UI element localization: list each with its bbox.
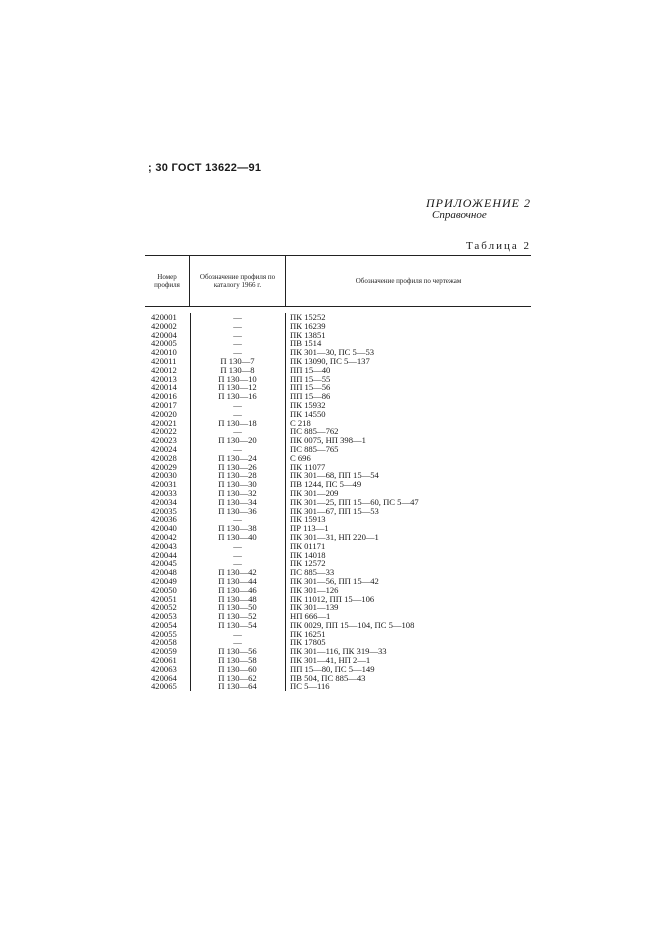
appendix-subtitle: Справочное <box>432 209 487 221</box>
cell-profile-number: 420049 <box>151 575 177 586</box>
table-row <box>145 682 531 691</box>
cell-drawing-designation: ПК 16239 <box>290 320 326 331</box>
cell-drawing-designation: ПВ 1514 <box>290 338 322 349</box>
cell-profile-number: 420016 <box>151 391 177 402</box>
cell-profile-number: 420011 <box>151 355 177 366</box>
cell-profile-number: 420044 <box>151 549 177 560</box>
cell-catalog-designation: — <box>233 426 242 437</box>
table-row <box>145 577 531 586</box>
cell-profile-number: 420053 <box>151 611 177 622</box>
cell-profile-number: 420030 <box>151 470 177 481</box>
cell-catalog-designation: — <box>233 540 242 551</box>
cell-drawing-designation: ПК 16251 <box>290 628 326 639</box>
cell-drawing-designation: ПВ 1244, ПС 5—49 <box>290 479 362 490</box>
cell-drawing-designation: ПК 14018 <box>290 549 326 560</box>
cell-drawing-designation: ПК 301—56, ПП 15—42 <box>290 575 379 586</box>
table-row <box>145 603 531 612</box>
table-label: Таблица 2 <box>465 240 531 252</box>
cell-drawing-designation: ПК 17805 <box>290 637 326 648</box>
table-row <box>145 533 531 542</box>
cell-catalog-designation: — <box>233 329 242 340</box>
cell-drawing-designation: НП 666—1 <box>290 611 331 622</box>
cell-profile-number: 420055 <box>151 628 177 639</box>
cell-drawing-designation: ПП 15—86 <box>290 391 331 402</box>
cell-catalog-designation: — <box>233 558 242 569</box>
cell-catalog-designation: П 130—42 <box>218 567 257 578</box>
cell-catalog-designation: П 130—8 <box>220 364 255 375</box>
cell-profile-number: 420059 <box>151 646 177 657</box>
cell-catalog-designation: П 130—28 <box>218 470 257 481</box>
profile-table <box>145 255 531 691</box>
cell-profile-number: 420063 <box>151 663 177 674</box>
cell-drawing-designation: ПК 14550 <box>290 408 326 419</box>
cell-profile-number: 420020 <box>151 408 177 419</box>
cell-drawing-designation: ПП 15—80, ПС 5—149 <box>290 663 375 674</box>
cell-drawing-designation: ПК 301—31, НП 220—1 <box>290 531 379 542</box>
cell-catalog-designation: П 130—18 <box>218 417 257 428</box>
cell-profile-number: 420033 <box>151 487 177 498</box>
table-row <box>145 436 531 445</box>
cell-drawing-designation: ПВ 504, ПС 885—43 <box>290 672 366 683</box>
table-row <box>145 454 531 463</box>
cell-profile-number: 420061 <box>151 655 177 666</box>
cell-profile-number: 420004 <box>151 329 177 340</box>
cell-drawing-designation: ПК 301—139 <box>290 602 339 613</box>
table-row <box>145 322 531 331</box>
cell-catalog-designation: — <box>233 408 242 419</box>
table-row <box>145 392 531 401</box>
table-row <box>145 515 531 524</box>
cell-profile-number: 420005 <box>151 338 177 349</box>
cell-drawing-designation: С 218 <box>290 417 311 428</box>
table-row <box>145 375 531 384</box>
cell-drawing-designation: ПК 01171 <box>290 540 326 551</box>
cell-catalog-designation: П 130—46 <box>218 584 257 595</box>
cell-catalog-designation: П 130—34 <box>218 496 257 507</box>
cell-drawing-designation: ПП 15—55 <box>290 373 331 384</box>
cell-drawing-designation: ПС 885—765 <box>290 443 339 454</box>
cell-catalog-designation: П 130—62 <box>218 672 257 683</box>
cell-profile-number: 420002 <box>151 320 177 331</box>
cell-drawing-designation: ПП 15—40 <box>290 364 331 375</box>
cell-drawing-designation: ПК 13090, ПС 5—137 <box>290 355 370 366</box>
cell-drawing-designation: ПК 15913 <box>290 514 326 525</box>
cell-catalog-designation: — <box>233 514 242 525</box>
cell-catalog-designation: — <box>233 637 242 648</box>
table-row <box>145 366 531 375</box>
cell-catalog-designation: П 130—50 <box>218 602 257 613</box>
table-row <box>145 595 531 604</box>
cell-profile-number: 420012 <box>151 364 177 375</box>
cell-profile-number: 420051 <box>151 593 177 604</box>
cell-catalog-designation: П 130—48 <box>218 593 257 604</box>
cell-drawing-designation: С 696 <box>290 452 311 463</box>
cell-catalog-designation: — <box>233 338 242 349</box>
cell-profile-number: 420031 <box>151 479 177 490</box>
cell-drawing-designation: ПК 0029, ПП 15—104, ПС 5—108 <box>290 619 415 630</box>
table-row <box>145 445 531 454</box>
cell-catalog-designation: П 130—56 <box>218 646 257 657</box>
cell-profile-number: 420052 <box>151 602 177 613</box>
cell-drawing-designation: ПК 301—25, ПП 15—60, ПС 5—47 <box>290 496 419 507</box>
cell-drawing-designation: ПК 0075, НП 398—1 <box>290 435 366 446</box>
cell-catalog-designation: П 130—12 <box>218 382 257 393</box>
cell-catalog-designation: П 130—64 <box>218 681 257 692</box>
cell-catalog-designation: П 130—38 <box>218 523 257 534</box>
cell-drawing-designation: ПК 301—67, ПП 15—53 <box>290 505 379 516</box>
cell-profile-number: 420034 <box>151 496 177 507</box>
cell-catalog-designation: — <box>233 549 242 560</box>
table-row <box>145 630 531 639</box>
table-row <box>145 331 531 340</box>
cell-profile-number: 420045 <box>151 558 177 569</box>
cell-catalog-designation: П 130—54 <box>218 619 257 630</box>
cell-drawing-designation: ПК 15932 <box>290 399 326 410</box>
cell-catalog-designation: — <box>233 628 242 639</box>
table-row <box>145 313 531 322</box>
table-body <box>145 313 531 691</box>
cell-profile-number: 420017 <box>151 399 177 410</box>
table-row <box>145 674 531 683</box>
cell-profile-number: 420054 <box>151 619 177 630</box>
cell-drawing-designation: ПП 15—56 <box>290 382 331 393</box>
cell-catalog-designation: П 130—26 <box>218 461 257 472</box>
cell-profile-number: 420048 <box>151 567 177 578</box>
cell-profile-number: 420028 <box>151 452 177 463</box>
cell-drawing-designation: ПК 301—116, ПК 319—33 <box>290 646 387 657</box>
cell-drawing-designation: ПС 885—33 <box>290 567 335 578</box>
cell-drawing-designation: ПК 15252 <box>290 312 326 322</box>
cell-drawing-designation: ПК 12572 <box>290 558 326 569</box>
cell-profile-number: 420040 <box>151 523 177 534</box>
cell-catalog-designation: П 130—7 <box>220 355 255 366</box>
cell-profile-number: 420022 <box>151 426 177 437</box>
cell-catalog-designation: П 130—60 <box>218 663 257 674</box>
table-row <box>145 401 531 410</box>
cell-profile-number: 420058 <box>151 637 177 648</box>
cell-catalog-designation: П 130—52 <box>218 611 257 622</box>
cell-profile-number: 420035 <box>151 505 177 516</box>
cell-catalog-designation: П 130—40 <box>218 531 257 542</box>
table-row <box>145 410 531 419</box>
column-header-catalog: Обозначение профиля по каталогу 1966 г. <box>189 256 286 306</box>
table-row <box>145 419 531 428</box>
cell-catalog-designation: — <box>233 399 242 410</box>
cell-drawing-designation: ПК 301—126 <box>290 584 339 595</box>
cell-drawing-designation: ПК 301—41, НП 2—1 <box>290 655 371 666</box>
cell-profile-number: 420024 <box>151 443 177 454</box>
cell-profile-number: 420021 <box>151 417 177 428</box>
table-row <box>145 383 531 392</box>
cell-catalog-designation: П 130—16 <box>218 391 257 402</box>
column-header-number: Номер профиля <box>154 273 180 289</box>
cell-drawing-designation: ПС 5—116 <box>290 681 330 692</box>
table-row <box>145 357 531 366</box>
cell-profile-number: 420050 <box>151 584 177 595</box>
cell-catalog-designation: П 130—44 <box>218 575 257 586</box>
cell-profile-number: 420064 <box>151 672 177 683</box>
cell-drawing-designation: ПК 301—30, ПС 5—53 <box>290 347 375 358</box>
cell-drawing-designation: ПР 113—1 <box>290 523 329 534</box>
cell-drawing-designation: ПК 301—209 <box>290 487 339 498</box>
page-header: ; 30 ГОСТ 13622—91 <box>148 162 262 174</box>
table-row <box>145 507 531 516</box>
cell-drawing-designation: ПС 885—762 <box>290 426 339 437</box>
cell-catalog-designation: — <box>233 312 242 322</box>
table-row <box>145 480 531 489</box>
cell-profile-number: 420029 <box>151 461 177 472</box>
cell-drawing-designation: ПК 11077 <box>290 461 326 472</box>
appendix-title: ПРИЛОЖЕНИЕ 2 <box>426 196 531 210</box>
cell-profile-number: 420014 <box>151 382 177 393</box>
cell-catalog-designation: — <box>233 320 242 331</box>
table-header <box>145 255 531 307</box>
cell-profile-number: 420065 <box>151 681 177 692</box>
cell-catalog-designation: П 130—58 <box>218 655 257 666</box>
cell-profile-number: 420036 <box>151 514 177 525</box>
cell-drawing-designation: ПК 13851 <box>290 329 326 340</box>
table-row <box>145 551 531 560</box>
cell-catalog-designation: П 130—20 <box>218 435 257 446</box>
cell-drawing-designation: ПК 301—68, ПП 15—54 <box>290 470 379 481</box>
cell-profile-number: 420042 <box>151 531 177 542</box>
cell-catalog-designation: П 130—24 <box>218 452 257 463</box>
cell-profile-number: 420010 <box>151 347 177 358</box>
table-row <box>145 542 531 551</box>
cell-catalog-designation: П 130—32 <box>218 487 257 498</box>
table-row <box>145 621 531 630</box>
cell-profile-number: 420023 <box>151 435 177 446</box>
cell-catalog-designation: — <box>233 443 242 454</box>
cell-profile-number: 420013 <box>151 373 177 384</box>
cell-catalog-designation: П 130—30 <box>218 479 257 490</box>
cell-catalog-designation: П 130—36 <box>218 505 257 516</box>
cell-profile-number: 420043 <box>151 540 177 551</box>
column-header-drawings: Обозначение профиля по чертежам <box>355 277 462 285</box>
cell-profile-number: 420001 <box>151 312 177 322</box>
cell-catalog-designation: — <box>233 347 242 358</box>
cell-drawing-designation: ПК 11012, ПП 15—106 <box>290 593 375 604</box>
table-row <box>145 559 531 568</box>
cell-catalog-designation: П 130—10 <box>218 373 257 384</box>
